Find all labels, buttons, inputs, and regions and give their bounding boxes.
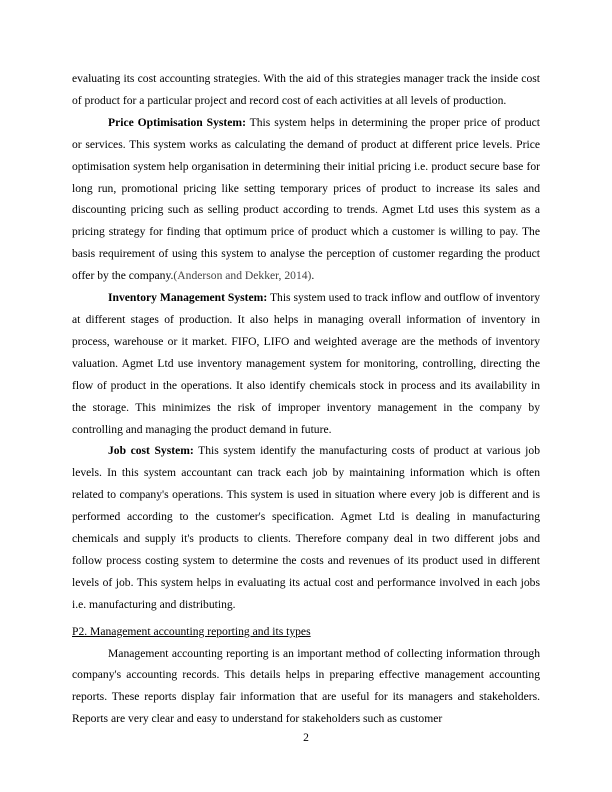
job-cost-body: This system identify the manufacturing costs of product at various job levels. In this system accountant can track each job by maintaining information which is often related to company's operations. This system is used in situation where every job is different and is performed according to the customer's specification. Agmet Ltd is dealing in manufacturing chemicals and supply it's products to clients. Therefore company deal in two different jobs and follow process costing system to determine the costs and revenues of its product used in different levels of job. This system helps in evaluating its actual cost and performance involved in each jobs i.e. manufacturing and distributing.	[72, 444, 540, 611]
inventory-management-title: Inventory Management System:	[108, 291, 268, 305]
page-content	[72, 68, 540, 730]
inventory-management-body: This system used to track inflow and outflow of inventory at different stages of production. It also helps in managing overall information of inventory in process, warehouse or it market. FIFO, LIFO and weighted average are the methods of inventory valuation. Agmet Ltd use inventory management system for monitoring, controlling, directing the flow of product in the operations. It also identify chemicals stock in process and its availability in the storage. This minimizes the risk of improper inventory management in the company by controlling and managing the product demand in future.	[72, 291, 541, 436]
price-optimisation-title: Price Optimisation System:	[108, 115, 246, 129]
section-heading-p2: P2. Management accounting reporting and its types	[72, 624, 311, 638]
paragraph-management-reporting: Management accounting reporting is an important method of collecting information through company's accounting records. This details helps in preparing effective management accounting reports. These reports display fair information that are useful for its managers and stakeholders. Reports are very clear and easy to understand for stakeholders such as customer	[72, 646, 540, 726]
paragraph-job-cost	[72, 440, 540, 615]
price-optimisation-body: This system helps in determining the proper price of product or services. This system works as calculating the demand of product at different price levels. Price optimisation system help organisation in determining their initial pricing i.e. product secure base for long run, promotional pricing like setting temporary prices of product to increase its sales and discounting pricing such as selling product according to trends. Agmet Ltd uses this system as a pricing strategy for finding that optimum price of product which a customer is willing to pay. The basis requirement of using this system to analyse the perception of customer regarding the product offer by the company.	[72, 115, 540, 283]
paragraph-inventory-management	[72, 287, 540, 440]
paragraph-cost-accounting-continuation: evaluating its cost accounting strategies. With the aid of this strategies manager track the inside cost of product for a particular project and record cost of each activities at all levels of production.	[72, 72, 540, 107]
price-optimisation-end: .	[311, 269, 315, 283]
paragraph-price-optimisation	[72, 112, 540, 287]
job-cost-title: Job cost System:	[108, 444, 194, 458]
page-number: 2	[303, 731, 309, 744]
citation-anderson-dekker: (Anderson and Dekker, 2014)	[173, 269, 312, 283]
